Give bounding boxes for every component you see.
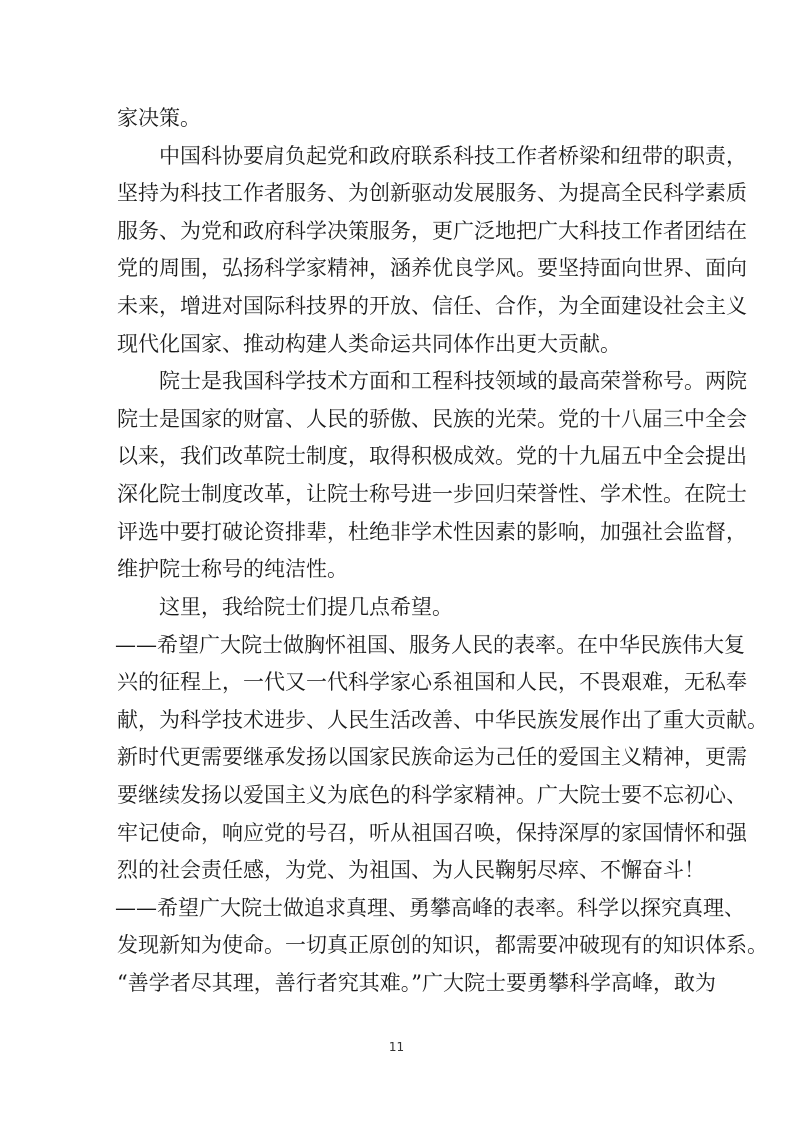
text-line: 牢记使命，响应党的号召，听从祖国召唤，保持深厚的家国情怀和强 bbox=[117, 821, 747, 845]
text-line: 中国科协要肩负起党和政府联系科技工作者桥梁和纽带的职责， bbox=[159, 144, 747, 168]
text-line: 发现新知为使命。一切真正原创的知识，都需要冲破现有的知识体系。 bbox=[117, 933, 768, 957]
text-line: 家决策。 bbox=[117, 106, 201, 130]
text-line: 未来，增进对国际科技界的开放、信任、合作，为全面建设社会主义 bbox=[117, 294, 747, 318]
text-line: 服务、为党和政府科学决策服务，更广泛地把广大科技工作者团结在 bbox=[117, 219, 747, 243]
text-line: 兴的征程上，一代又一代科学家心系祖国和人民，不畏艰难，无私奉 bbox=[117, 670, 747, 694]
text-line: 这里，我给院士们提几点希望。 bbox=[159, 595, 453, 619]
text-line: 院士是国家的财富、人民的骄傲、民族的光荣。党的十八届三中全会 bbox=[117, 407, 747, 431]
text-line: 烈的社会责任感，为党、为祖国、为人民鞠躬尽瘁、不懈奋斗！ bbox=[117, 858, 705, 882]
text-line: “善学者尽其理，善行者究其难。”广大院士要勇攀科学高峰，敢为 bbox=[117, 971, 716, 995]
text-line: 以来，我们改革院士制度，取得积极成效。党的十九届五中全会提出 bbox=[117, 444, 747, 468]
text-line: ——希望广大院士做追求真理、勇攀高峰的表率。科学以探究真理、 bbox=[115, 896, 745, 920]
text-line: 党的周围，弘扬科学家精神，涵养优良学风。要坚持面向世界、面向 bbox=[117, 256, 747, 280]
text-line: ——希望广大院士做胸怀祖国、服务人民的表率。在中华民族伟大复 bbox=[115, 633, 745, 657]
text-line: 院士是我国科学技术方面和工程科技领域的最高荣誉称号。两院 bbox=[159, 369, 747, 393]
text-line: 现代化国家、推动构建人类命运共同体作出更大贡献。 bbox=[117, 332, 621, 356]
text-line: 维护院士称号的纯洁性。 bbox=[117, 557, 348, 581]
text-line: 深化院士制度改革，让院士称号进一步回归荣誉性、学术性。在院士 bbox=[117, 482, 747, 506]
text-line: 新时代更需要继承发扬以国家民族命运为己任的爱国主义精神，更需 bbox=[117, 745, 747, 769]
text-line: 要继续发扬以爱国主义为底色的科学家精神。广大院士要不忘初心、 bbox=[117, 783, 747, 807]
text-line: 评选中要打破论资排辈，杜绝非学术性因素的影响，加强社会监督， bbox=[117, 520, 747, 544]
page-number: 11 bbox=[388, 1040, 405, 1054]
text-line: 献，为科学技术进步、人民生活改善、中华民族发展作出了重大贡献。 bbox=[117, 708, 768, 732]
text-line: 坚持为科技工作者服务、为创新驱动发展服务、为提高全民科学素质 bbox=[117, 181, 747, 205]
